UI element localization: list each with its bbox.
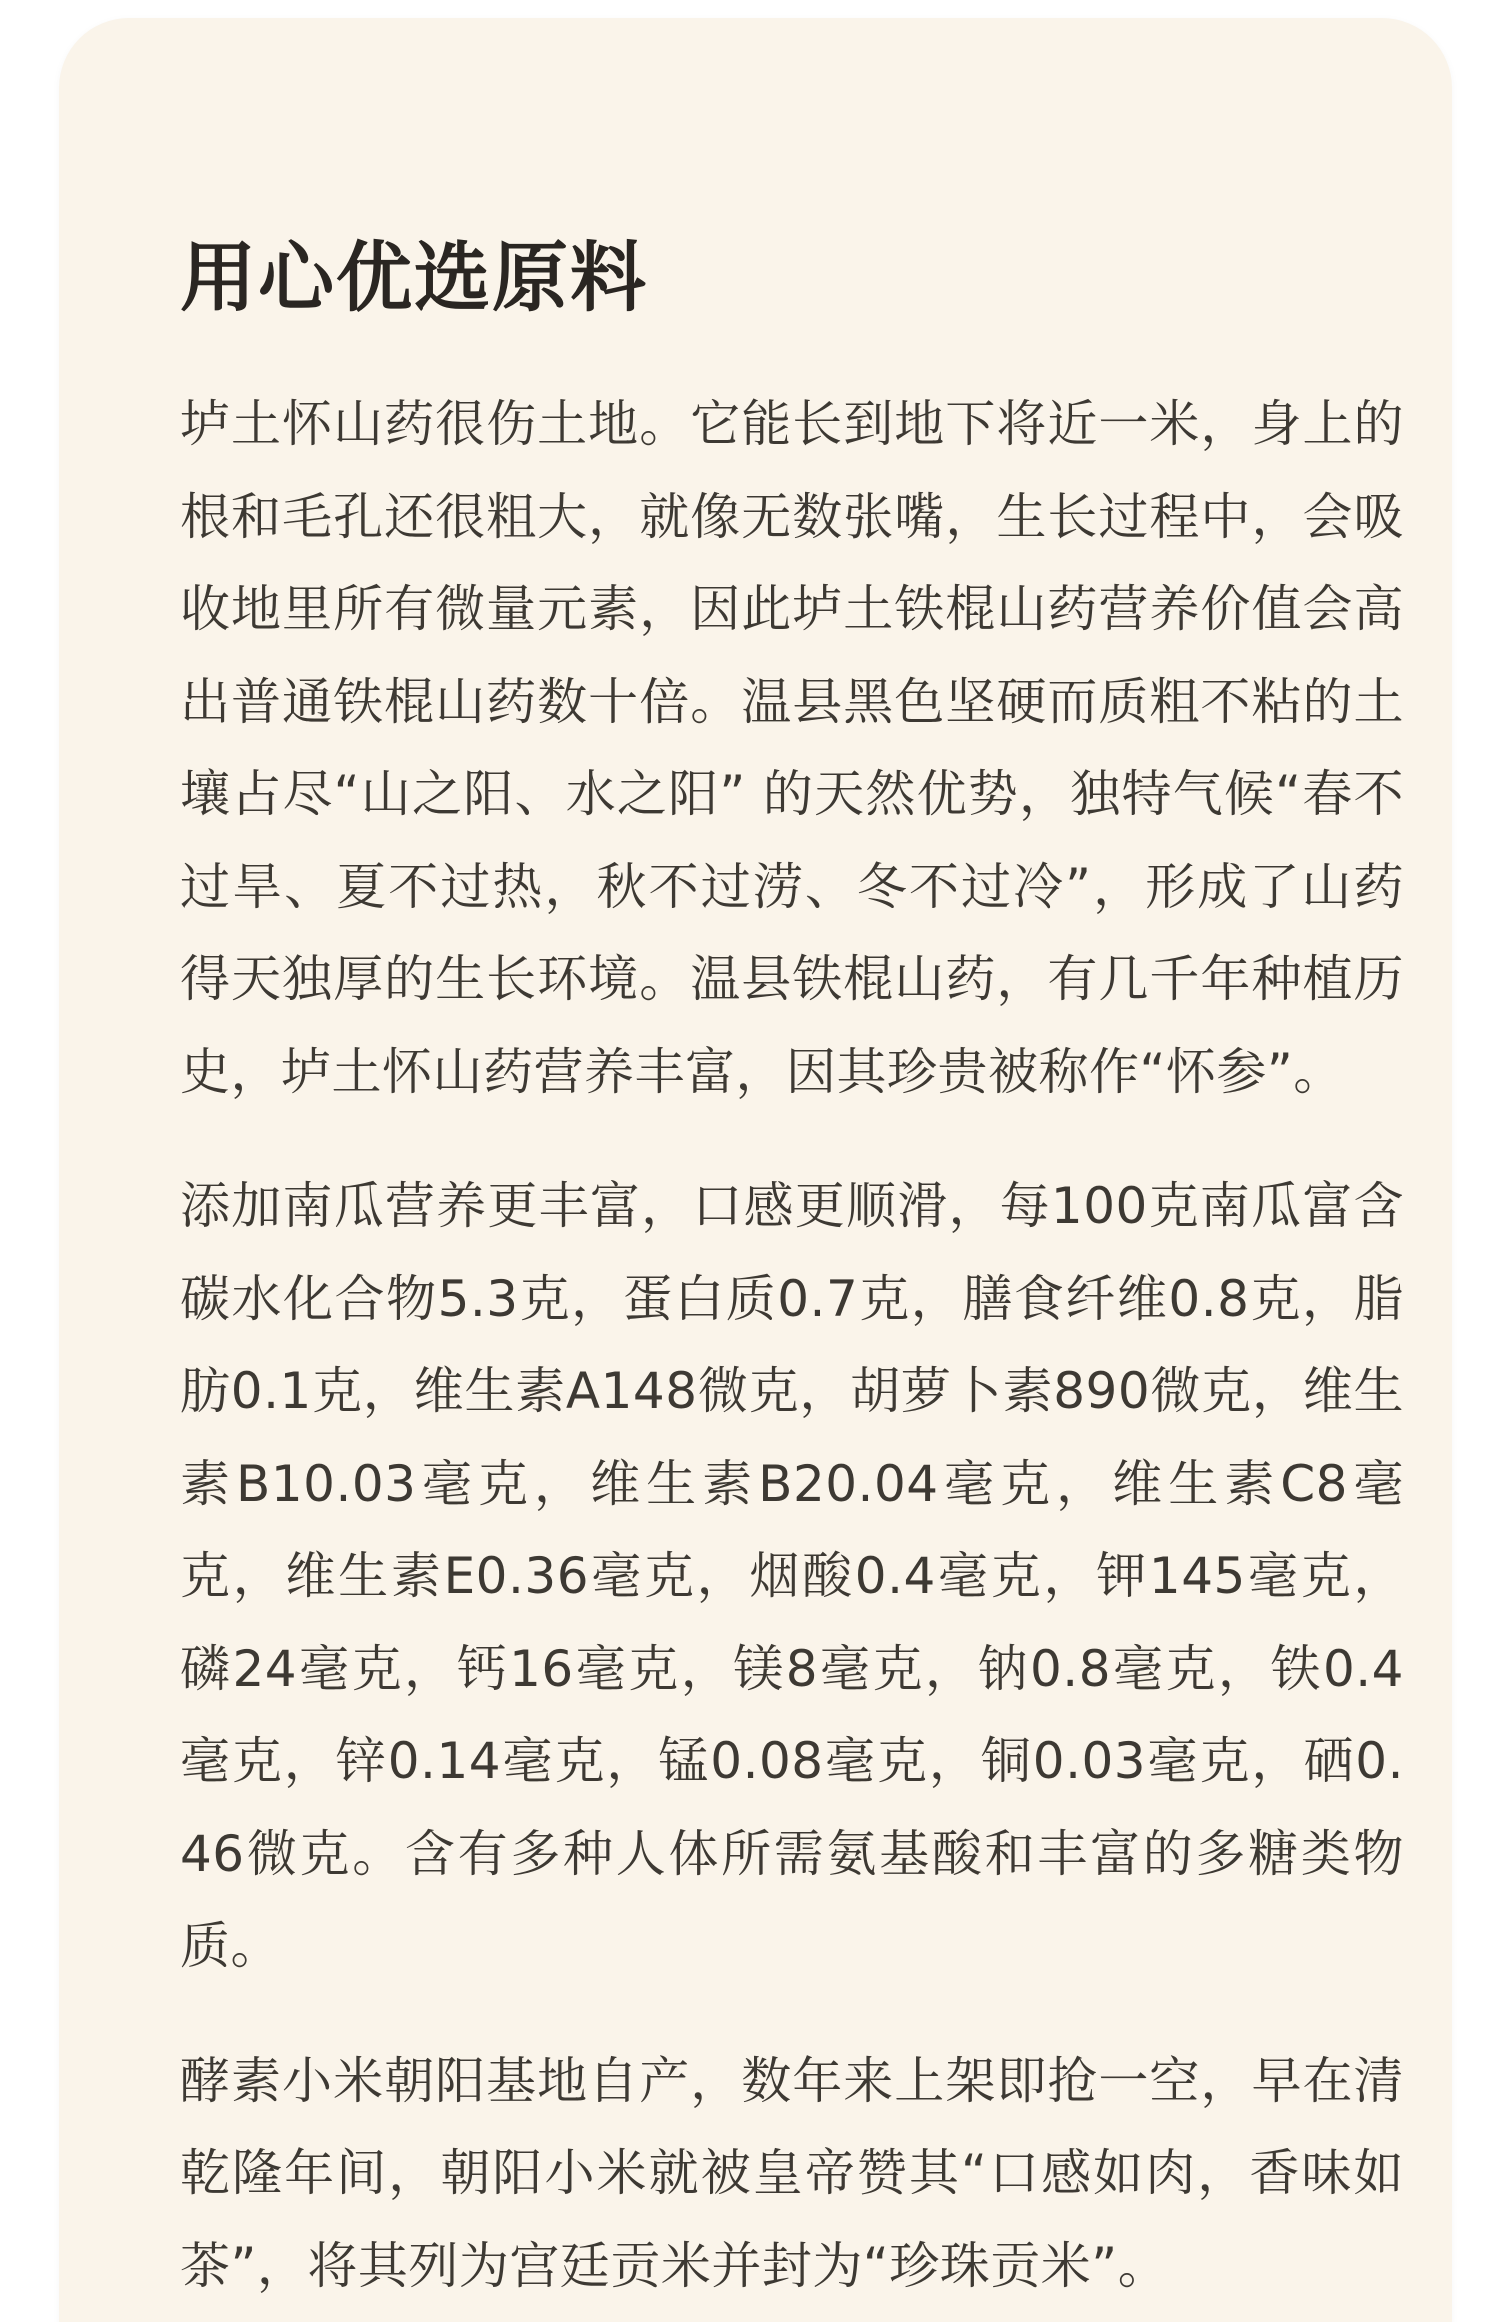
section-title: 用心优选原料 bbox=[180, 233, 648, 322]
paragraph-millet: 酵素小米朝阳基地自产，数年来上架即抢一空，早在清乾隆年间，朝阳小米就被皇帝赞其“口感如肉，香味如茶”，将其列为宫廷贡米并封为“珍珠贡米”。 bbox=[180, 2051, 1404, 2295]
paragraph-pumpkin: 添加南瓜营养更丰富，口感更顺滑，每100克南瓜富含碳水化合物5.3克，蛋白质0.7克，膳食纤维0.8克，脂肪0.1克，维生素A148微克，胡萝卜素890微克，维生素B10.03毫克，维生素B20.04毫克，维生素C8毫克，维生素E0.36毫克，烟酸0.4毫克，钾145毫克，磷24毫克，钙16毫克，镁8毫克，钠0.8毫克，铁0.4毫克，锌0.14毫克，锰0.08毫克，铜0.03毫克，硒0.46微克。含有多种人体所需氨基酸和丰富的多糖类物质。 bbox=[180, 1177, 1404, 1975]
paragraph-yam: 垆土怀山药很伤土地。它能长到地下将近一米，身上的根和毛孔还很粗大，就像无数张嘴，生长过程中，会吸收地里所有微量元素，因此垆土铁棍山药营养价值会高出普通铁棍山药数十倍。温县黑色坚硬而质粗不粘的土壤占尽“山之阳、水之阳” 的天然优势，独特气候“春不过旱、夏不过热，秋不过涝、冬不过冷”，形成了山药得天独厚的生长环境。温县铁棍山药，有几千年种植历史，垆土怀山药营养丰富，因其珍贵被称作“怀参”。 bbox=[180, 395, 1404, 1101]
content-card bbox=[59, 18, 1452, 2322]
paragraph-list bbox=[180, 378, 1404, 2322]
